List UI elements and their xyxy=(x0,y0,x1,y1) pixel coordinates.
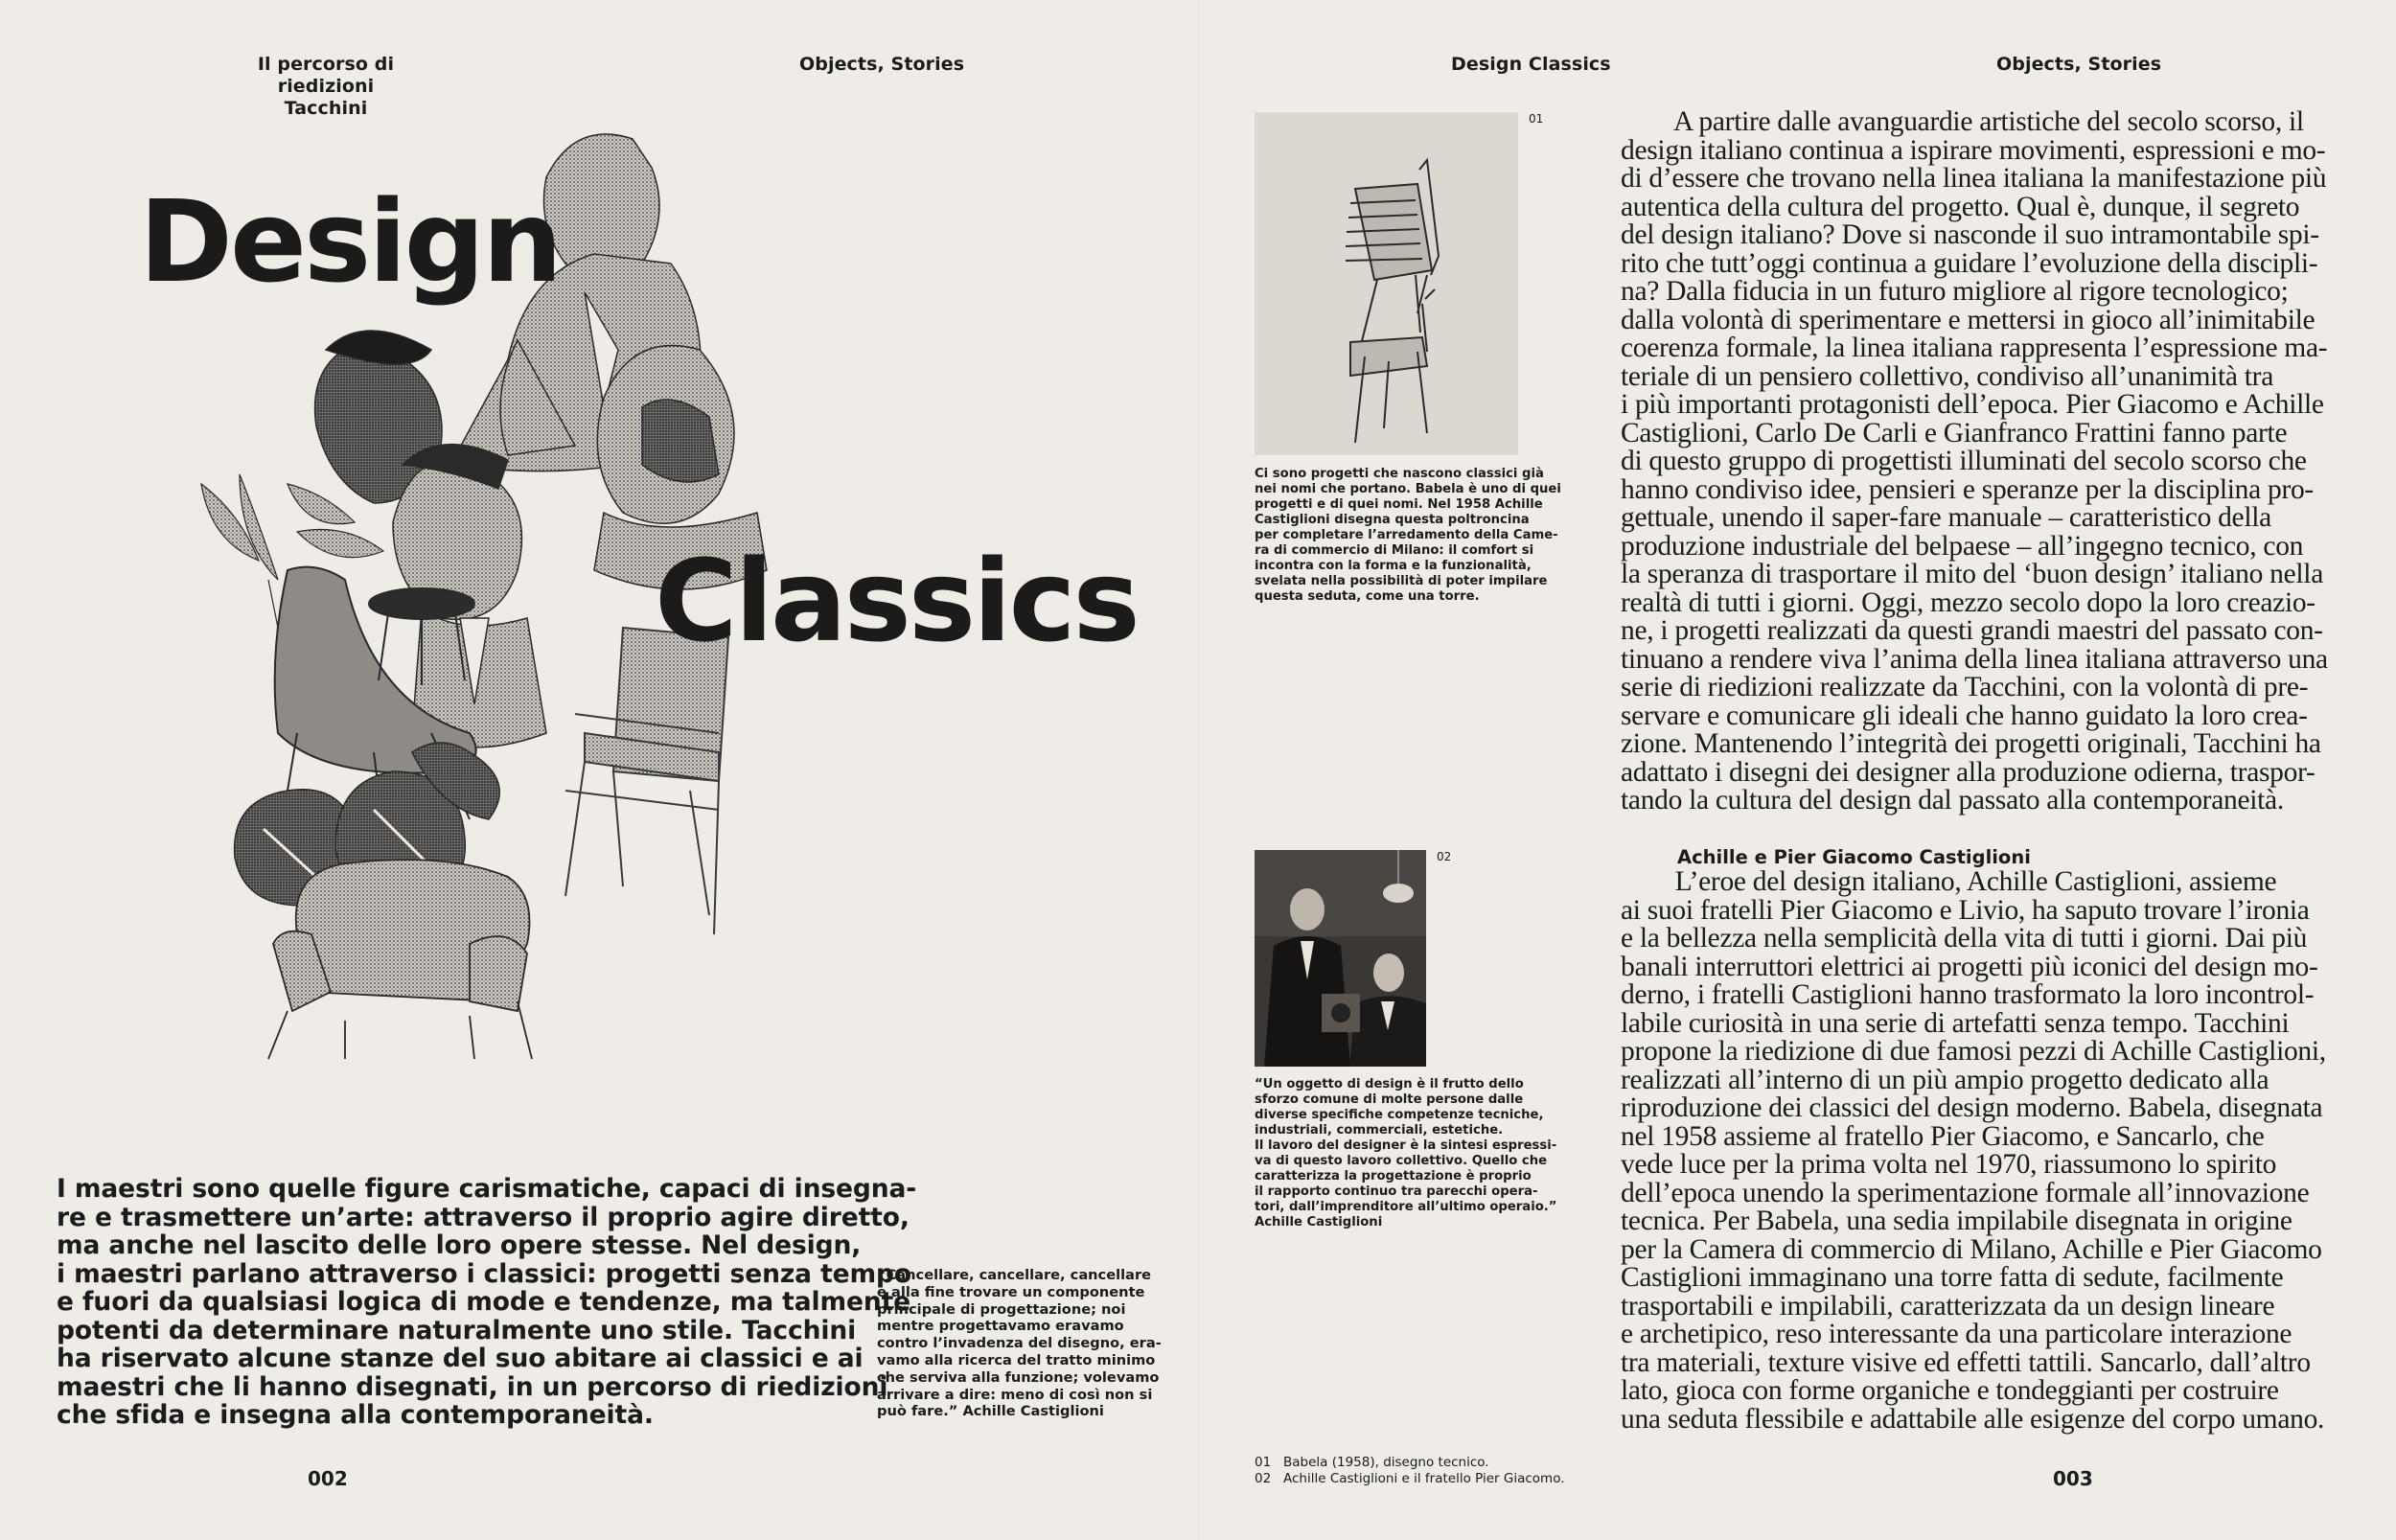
footnote-item xyxy=(1255,1471,1565,1487)
figure2-caption: “Un oggetto di design è il frutto dello sforzo comune di molte persone dalle diverse specifiche competenze tecniche, industriali, commerciali, estetiche. Il lavoro del designer è la sintesi espressi- va di questo lavoro collettivo. Quello che caratterizza la progettazione è proprio il rapporto continuo tra parecchi opera- tori, dall’imprenditore all’ultimo operaio.” Achille Castiglioni xyxy=(1255,1077,1557,1230)
figure1-caption: Ci sono progetti che nascono classici già nei nomi che portano. Babela è uno di quei progetti e di quei nomi. Nel 1958 Achille Castiglioni disegna questa poltroncina per completare l’arredamento della Came- ra di commercio di Milano: il comfort si incontra con la forma e la funzionalità, svelata nella possibilità di poter impilare questa seduta, come una torre. xyxy=(1255,467,1561,604)
club-armchair-drawing xyxy=(268,860,532,1059)
title-design: Design xyxy=(139,175,561,308)
armchair-drawing xyxy=(565,628,728,934)
castiglioni-brothers-photo xyxy=(1255,850,1426,1067)
figure-castiglioni-photo xyxy=(1255,850,1426,1067)
intro-paragraph: I maestri sono quelle figure carismatiche, capaci di insegna- re e trasmettere un’arte: attraverso il proprio agire diretto, ma anche nel lascito delle loro opere stesse. Nel design, i maestri parlano attraverso i classici: progetti senza tempo e fuori da qualsiasi logica di mode e tendenze, ma talmente potenti da determinare naturalmente uno stile. Tacchini ha riservato alcune stanze del suo abitare ai classici e ai maestri che li hanno disegnati, in un percorso di riedizioni che sfida e insegna alla contemporaneità. xyxy=(57,1174,917,1430)
footnote-text: Achille Castiglioni e il fratello Pier Giacomo. xyxy=(1283,1471,1565,1486)
footnote-item xyxy=(1255,1455,1565,1471)
page-gutter xyxy=(1198,0,1199,1540)
footnote-number: 02 xyxy=(1255,1471,1272,1486)
stacked-chairs-illustration xyxy=(1255,112,1518,455)
right-page-number: 003 xyxy=(2053,1467,2093,1490)
section-subheading: Achille e Pier Giacomo Castiglioni xyxy=(1677,846,2031,868)
section-body-text: L’eroe del design italiano, Achille Castiglioni, assieme ai suoi fratelli Pier Giacomo e Livio, ha saputo trovare l’ironia e la bellezza nella semplicità della vita di tutti i giorni. Dai più banali interruttori elettrici ai progetti più iconici del design mo- derno, i fratelli Castiglioni hanno trasformato la loro incontrol- labile curiosità in una serie di artefatti senza tempo. Tacchini propone la riedizione di due famosi pezzi di Achille Castiglioni, realizzati all’interno di un più ampio progetto dedicato alla riproduzione dei classici del design moderno. Babela, disegnata nel 1958 assieme al fratello Pier Giacomo, e Sancarlo, che vede luce per la prima volta nel 1970, riassumono lo spirito dell’epoca unendo la sperimentazione formale all’innovazione tecnica. Per Babela, una sedia impilabile disegnata in origine per la Camera di commercio di Milano, Achille e Pier Giacomo Castiglioni immaginano una torre fatta di sedute, facilmente trasportabili e impilabili, caratterizzata da un design lineare e archetipico, reso interessante da una particolare interazione tra materiali, texture visive ed effetti tattili. Sancarlo, dall’altro lato, gioca con forme organiche e tondeggianti per costruire una seduta flessibile e adattabile alle esigenze del corpo umano. xyxy=(1621,866,2326,1435)
right-header-section: Design Classics xyxy=(1451,54,1611,75)
castiglioni-quote: “Cancellare, cancellare, cancellare e alla fine trovare un componente principale di progettazione; noi mentre progettavamo eravamo contro l’invadenza del disegno, era- vamo alla ricerca del tratto minimo che serviva alla funzione; volevamo arrivare a dire: meno di così non si può fare.” Achille Castiglioni xyxy=(877,1267,1162,1420)
main-body-text: A partire dalle avanguardie artistiche del secolo scorso, il design italiano continua a ispirare movimenti, espressioni e mo- di d’essere che trovano nella linea italiana la manifestazione più autentica della cultura del progetto. Qual è, dunque, il segreto del design italiano? Dove si nasconde il suo intramontabile spi- rito che tutt’oggi continua a guidare l’evoluzione della discipli- na? Dalla fiducia in un futuro migliore al rigore tecnologico; dalla volontà di sperimentare e mettersi in gioco all’inimitabile coerenza formale, la linea italiana rappresenta l’espressione ma- teriale di un pensiero collettivo, condiviso all’unanimità tra i più importanti protagonisti dell’epoca. Pier Giacomo e Achille Castiglioni, Carlo De Carli e Gianfranco Frattini fanno parte di questo gruppo di progettisti illuminati del secolo scorso che hanno condiviso idee, pensieri e speranze per la disciplina pro- gettuale, unendo il saper-fare manuale – caratteristico della produzione industriale del belpaese – all’ingegno tecnico, con la speranza di trasportare il mito del ‘buon design’ italiano nella realtà di tutti i giorni. Oggi, mezzo secolo dopo la loro creazio- ne, i progetti realizzati da questi grandi maestri del passato con- tinuano a rendere viva l’anima della linea italiana attraverso una serie di riedizioni realizzate da Tacchini, con la volontà di pre- servare e comunicare gli ideali che hanno guidato la loro crea- zione. Mantenendo l’integrità dei progetti originali, Tacchini ha adattato i disegni dei designer alla produzione odierna, traspor- tando la cultura del design dal passato alla contemporaneità. xyxy=(1621,106,2328,816)
left-header-section: Il percorso di riedizioni Tacchini xyxy=(257,54,395,119)
left-page-number: 002 xyxy=(308,1467,348,1490)
figure-babela-drawing xyxy=(1255,112,1518,455)
footnote-text: Babela (1958), disegno tecnico. xyxy=(1283,1455,1489,1470)
title-classics: Classics xyxy=(655,535,1138,667)
figure1-number: 01 xyxy=(1529,112,1544,126)
footnotes xyxy=(1255,1455,1565,1487)
left-header-title: Objects, Stories xyxy=(799,54,965,75)
footnote-number: 01 xyxy=(1255,1455,1272,1470)
figure2-number: 02 xyxy=(1437,850,1452,863)
right-header-title: Objects, Stories xyxy=(1996,54,2162,75)
